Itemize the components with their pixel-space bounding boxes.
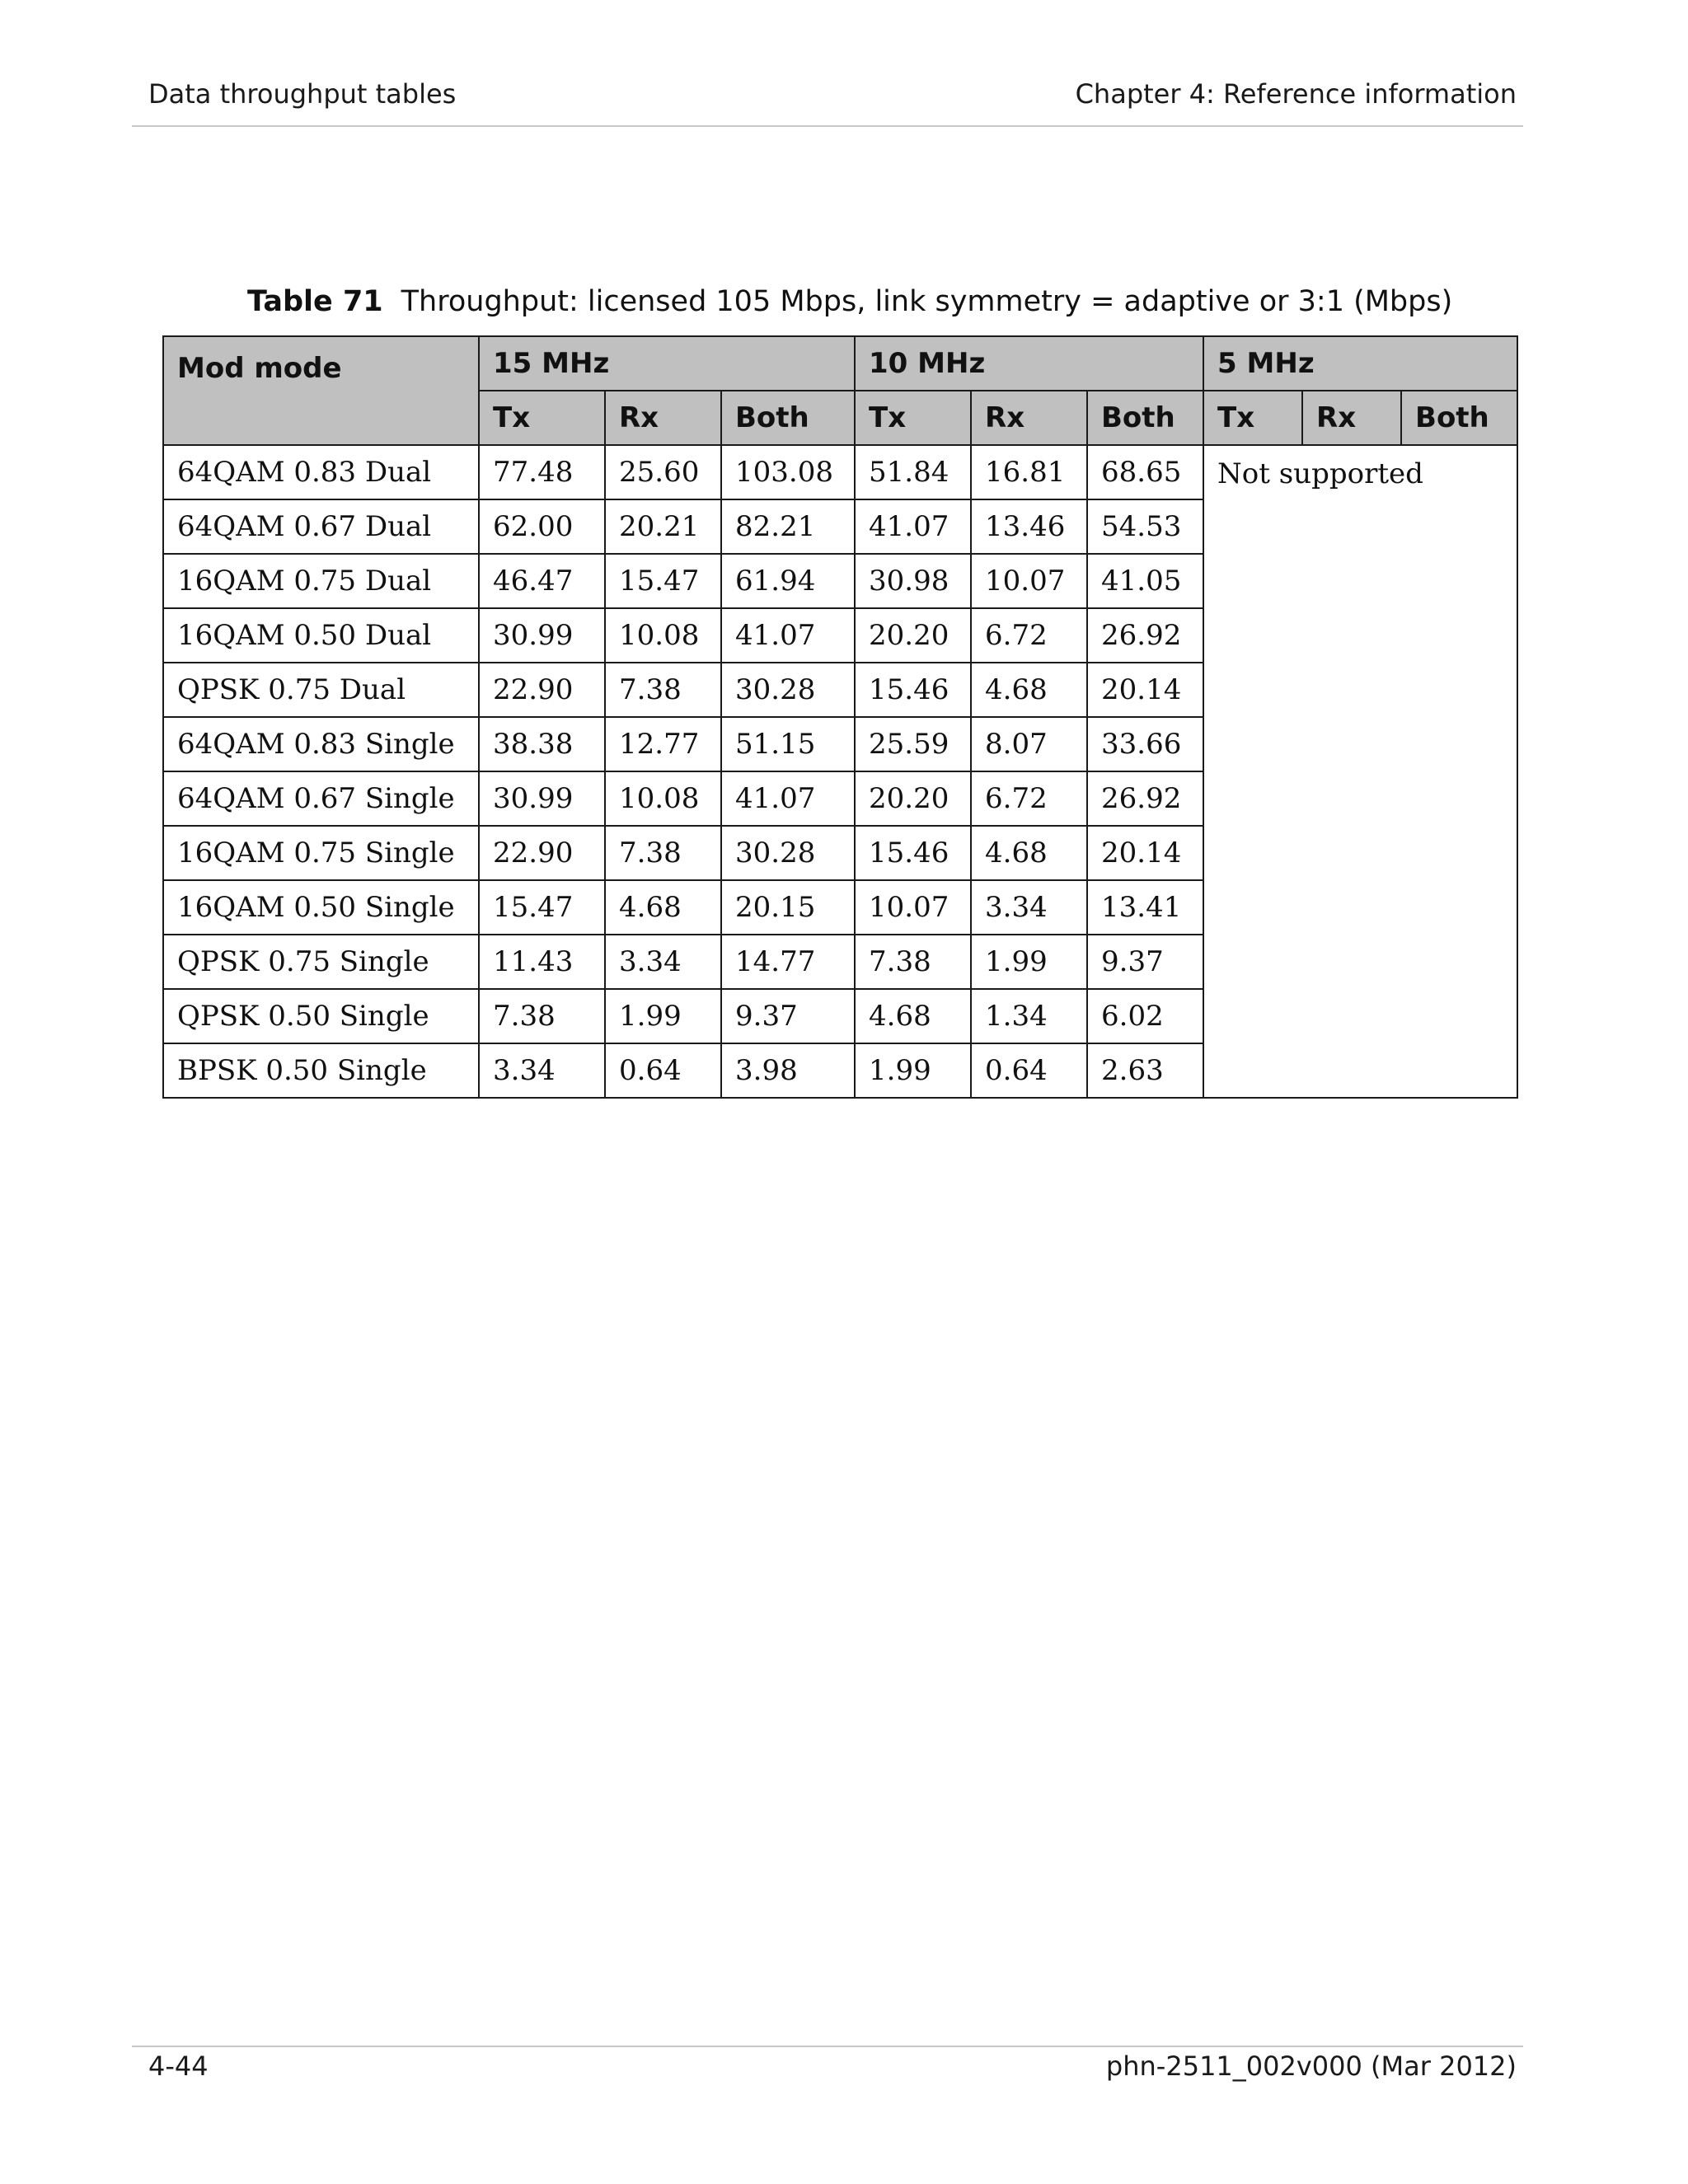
throughput-cell: 20.15 — [721, 880, 855, 935]
throughput-cell: 9.37 — [1087, 935, 1203, 989]
throughput-cell: 14.77 — [721, 935, 855, 989]
throughput-cell: 41.07 — [855, 499, 971, 554]
throughput-cell: 13.46 — [971, 499, 1087, 554]
throughput-cell: 26.92 — [1087, 608, 1203, 663]
throughput-cell: 2.63 — [1087, 1043, 1203, 1098]
throughput-cell: 15.46 — [855, 826, 971, 880]
throughput-cell: 25.59 — [855, 717, 971, 771]
throughput-cell: 30.28 — [721, 826, 855, 880]
throughput-cell: 4.68 — [855, 989, 971, 1043]
throughput-cell: 77.48 — [479, 445, 605, 499]
column-header-15mhz-both: Both — [721, 391, 855, 445]
throughput-table — [162, 335, 1518, 1099]
throughput-cell: 7.38 — [855, 935, 971, 989]
throughput-cell: 15.46 — [855, 663, 971, 717]
throughput-cell: 6.02 — [1087, 989, 1203, 1043]
column-header-5mhz-rx: Rx — [1302, 391, 1401, 445]
throughput-cell: 54.53 — [1087, 499, 1203, 554]
throughput-cell: 30.99 — [479, 608, 605, 663]
throughput-cell: 7.38 — [605, 826, 721, 880]
running-header-section: Data throughput tables — [148, 78, 457, 110]
column-group-10mhz: 10 MHz — [855, 336, 1203, 391]
mod-mode-cell: 64QAM 0.67 Dual — [163, 499, 479, 554]
throughput-cell: 4.68 — [971, 663, 1087, 717]
table-caption-label: Table 71 — [247, 285, 383, 318]
throughput-cell: 16.81 — [971, 445, 1087, 499]
mod-mode-cell: BPSK 0.50 Single — [163, 1043, 479, 1098]
column-header-10mhz-both: Both — [1087, 391, 1203, 445]
throughput-cell: 22.90 — [479, 826, 605, 880]
throughput-cell: 6.72 — [971, 771, 1087, 826]
throughput-cell: 62.00 — [479, 499, 605, 554]
throughput-cell: 15.47 — [605, 554, 721, 608]
table-caption — [247, 285, 1452, 318]
mod-mode-cell: 64QAM 0.83 Single — [163, 717, 479, 771]
mod-mode-cell: 16QAM 0.75 Single — [163, 826, 479, 880]
throughput-cell: 0.64 — [971, 1043, 1087, 1098]
throughput-cell: 3.34 — [971, 880, 1087, 935]
throughput-cell: 41.05 — [1087, 554, 1203, 608]
column-group-5mhz: 5 MHz — [1203, 336, 1517, 391]
throughput-cell: 46.47 — [479, 554, 605, 608]
mod-mode-cell: QPSK 0.75 Single — [163, 935, 479, 989]
throughput-cell: 20.20 — [855, 771, 971, 826]
throughput-cell: 82.21 — [721, 499, 855, 554]
column-header-10mhz-tx: Tx — [855, 391, 971, 445]
throughput-cell: 9.37 — [721, 989, 855, 1043]
throughput-cell: 3.34 — [479, 1043, 605, 1098]
mod-mode-cell: 16QAM 0.75 Dual — [163, 554, 479, 608]
throughput-cell: 33.66 — [1087, 717, 1203, 771]
throughput-cell: 13.41 — [1087, 880, 1203, 935]
throughput-cell: 4.68 — [971, 826, 1087, 880]
throughput-cell: 1.99 — [971, 935, 1087, 989]
throughput-cell: 10.08 — [605, 771, 721, 826]
throughput-cell: 0.64 — [605, 1043, 721, 1098]
throughput-cell: 30.28 — [721, 663, 855, 717]
throughput-cell: 68.65 — [1087, 445, 1203, 499]
header-divider — [132, 125, 1523, 127]
throughput-cell: 41.07 — [721, 771, 855, 826]
table-caption-text: Throughput: licensed 105 Mbps, link symmetry = adaptive or 3:1 (Mbps) — [401, 285, 1453, 318]
column-header-15mhz-tx: Tx — [479, 391, 605, 445]
throughput-cell: 3.34 — [605, 935, 721, 989]
column-header-15mhz-rx: Rx — [605, 391, 721, 445]
mod-mode-cell: 64QAM 0.67 Single — [163, 771, 479, 826]
throughput-cell: 12.77 — [605, 717, 721, 771]
throughput-cell: 30.98 — [855, 554, 971, 608]
throughput-cell: 103.08 — [721, 445, 855, 499]
not-supported-cell: Not supported — [1203, 445, 1517, 1098]
throughput-cell: 10.08 — [605, 608, 721, 663]
throughput-cell: 20.20 — [855, 608, 971, 663]
column-header-5mhz-both: Both — [1401, 391, 1517, 445]
column-header-10mhz-rx: Rx — [971, 391, 1087, 445]
throughput-cell: 10.07 — [855, 880, 971, 935]
throughput-cell: 7.38 — [605, 663, 721, 717]
column-group-15mhz: 15 MHz — [479, 336, 855, 391]
running-header-chapter: Chapter 4: Reference information — [1075, 78, 1517, 110]
throughput-cell: 8.07 — [971, 717, 1087, 771]
table-body — [163, 445, 1517, 1098]
table-row — [163, 445, 1517, 499]
throughput-cell: 51.15 — [721, 717, 855, 771]
mod-mode-cell: 16QAM 0.50 Dual — [163, 608, 479, 663]
table-group-header-row — [163, 336, 1517, 391]
throughput-cell: 11.43 — [479, 935, 605, 989]
throughput-cell: 38.38 — [479, 717, 605, 771]
footer-divider — [132, 2046, 1523, 2047]
page-number: 4-44 — [148, 2050, 209, 2082]
throughput-cell: 20.21 — [605, 499, 721, 554]
throughput-cell: 1.99 — [605, 989, 721, 1043]
throughput-cell: 10.07 — [971, 554, 1087, 608]
throughput-cell: 20.14 — [1087, 663, 1203, 717]
throughput-cell: 25.60 — [605, 445, 721, 499]
mod-mode-cell: QPSK 0.50 Single — [163, 989, 479, 1043]
throughput-cell: 1.34 — [971, 989, 1087, 1043]
column-header-mod-mode: Mod mode — [163, 336, 479, 445]
throughput-cell: 22.90 — [479, 663, 605, 717]
throughput-cell: 6.72 — [971, 608, 1087, 663]
throughput-cell: 15.47 — [479, 880, 605, 935]
throughput-cell: 26.92 — [1087, 771, 1203, 826]
throughput-cell: 41.07 — [721, 608, 855, 663]
mod-mode-cell: 64QAM 0.83 Dual — [163, 445, 479, 499]
throughput-cell: 4.68 — [605, 880, 721, 935]
throughput-cell: 20.14 — [1087, 826, 1203, 880]
throughput-cell: 51.84 — [855, 445, 971, 499]
throughput-cell: 3.98 — [721, 1043, 855, 1098]
column-header-5mhz-tx: Tx — [1203, 391, 1302, 445]
mod-mode-cell: 16QAM 0.50 Single — [163, 880, 479, 935]
document-id: phn-2511_002v000 (Mar 2012) — [1105, 2050, 1517, 2082]
throughput-cell: 30.99 — [479, 771, 605, 826]
mod-mode-cell: QPSK 0.75 Dual — [163, 663, 479, 717]
throughput-cell: 7.38 — [479, 989, 605, 1043]
throughput-cell: 1.99 — [855, 1043, 971, 1098]
throughput-cell: 61.94 — [721, 554, 855, 608]
